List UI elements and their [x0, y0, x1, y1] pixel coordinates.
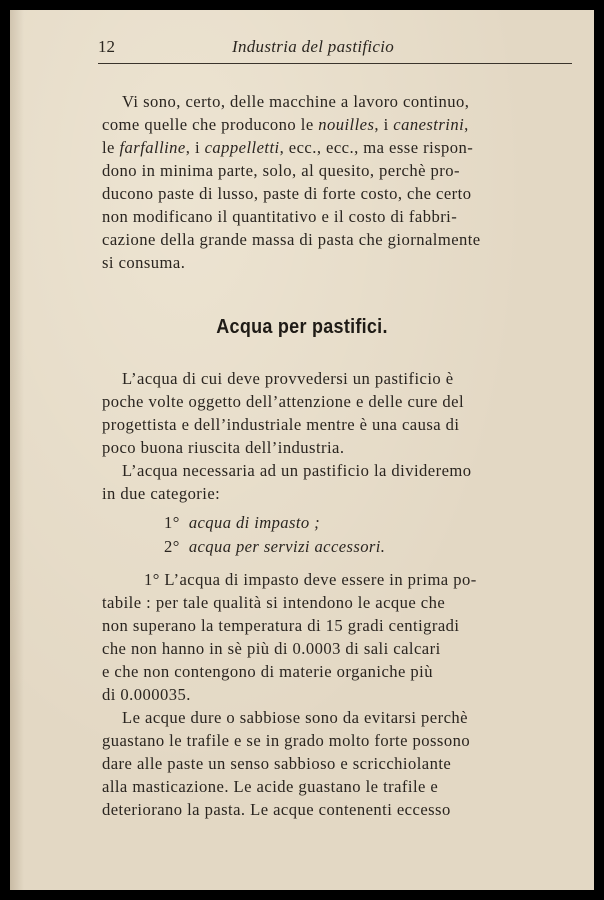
text-line: come quelle che producono le nouilles, i canestrini,: [102, 115, 469, 134]
text-line: si consuma.: [102, 253, 186, 272]
list-item: 2° acqua per servizi accessori.: [164, 537, 386, 556]
text-line: poco buona riuscita dell’industria.: [102, 438, 345, 457]
text-line: L’acqua di cui deve provvedersi un pastificio è: [122, 369, 454, 388]
paragraph-potable-water: [102, 568, 572, 706]
text-line: in due categorie:: [102, 484, 221, 503]
running-header: [98, 37, 572, 64]
text-line: 1° L’acqua di impasto deve essere in prima po-: [144, 570, 477, 589]
text-line: tabile : per tale qualità si intendono le acque che: [102, 593, 446, 612]
text-line: L’acqua necessaria ad un pastificio la divideremo: [122, 461, 472, 480]
running-title: Industria del pastificio: [232, 37, 395, 56]
text-line: poche volte oggetto dell’attenzione e delle cure del: [102, 392, 465, 411]
text-line: di 0.000035.: [102, 685, 191, 704]
paragraph-categories-intro: [102, 459, 572, 505]
page-number: 12: [98, 37, 115, 56]
book-page: [10, 10, 594, 890]
text-line: alla masticazione. Le acide guastano le trafile e: [102, 777, 439, 796]
text-line: cazione della grande massa di pasta che giornalmente: [102, 230, 481, 249]
text-line: deteriorano la pasta. Le acque contenenti eccesso: [102, 800, 451, 819]
categories-list: [164, 511, 524, 559]
text-line: le farfalline, i cappelletti, ecc., ecc., ma esse rispon-: [102, 138, 474, 157]
text-line: guastano le trafile e se in grado molto forte possono: [102, 731, 471, 750]
section-heading: Acqua per pastifici.: [216, 316, 388, 338]
text-line: dare alle paste un senso sabbioso e scricchiolante: [102, 754, 452, 773]
paragraph-continuous-machines: [102, 90, 572, 274]
paragraph-hard-waters: [102, 706, 572, 821]
text-line: ducono paste di lusso, paste di forte costo, che certo: [102, 184, 472, 203]
paragraph-water-neglect: [102, 367, 572, 459]
text-line: progettista e dell’industriale mentre è una causa di: [102, 415, 460, 434]
text-line: non modificano il quantitativo e il costo di fabbri-: [102, 207, 458, 226]
text-line: Le acque dure o sabbiose sono da evitarsi perchè: [122, 708, 468, 727]
text-line: non superano la temperatura di 15 gradi centigradi: [102, 616, 460, 635]
text-line: dono in minima parte, solo, al quesito, perchè pro-: [102, 161, 460, 180]
text-line: che non hanno in sè più di 0.0003 di sali calcari: [102, 639, 441, 658]
text-line: e che non contengono di materie organiche più: [102, 662, 433, 681]
list-item: 1° acqua di impasto ;: [164, 513, 321, 532]
text-line: Vi sono, certo, delle macchine a lavoro continuo,: [122, 92, 470, 111]
